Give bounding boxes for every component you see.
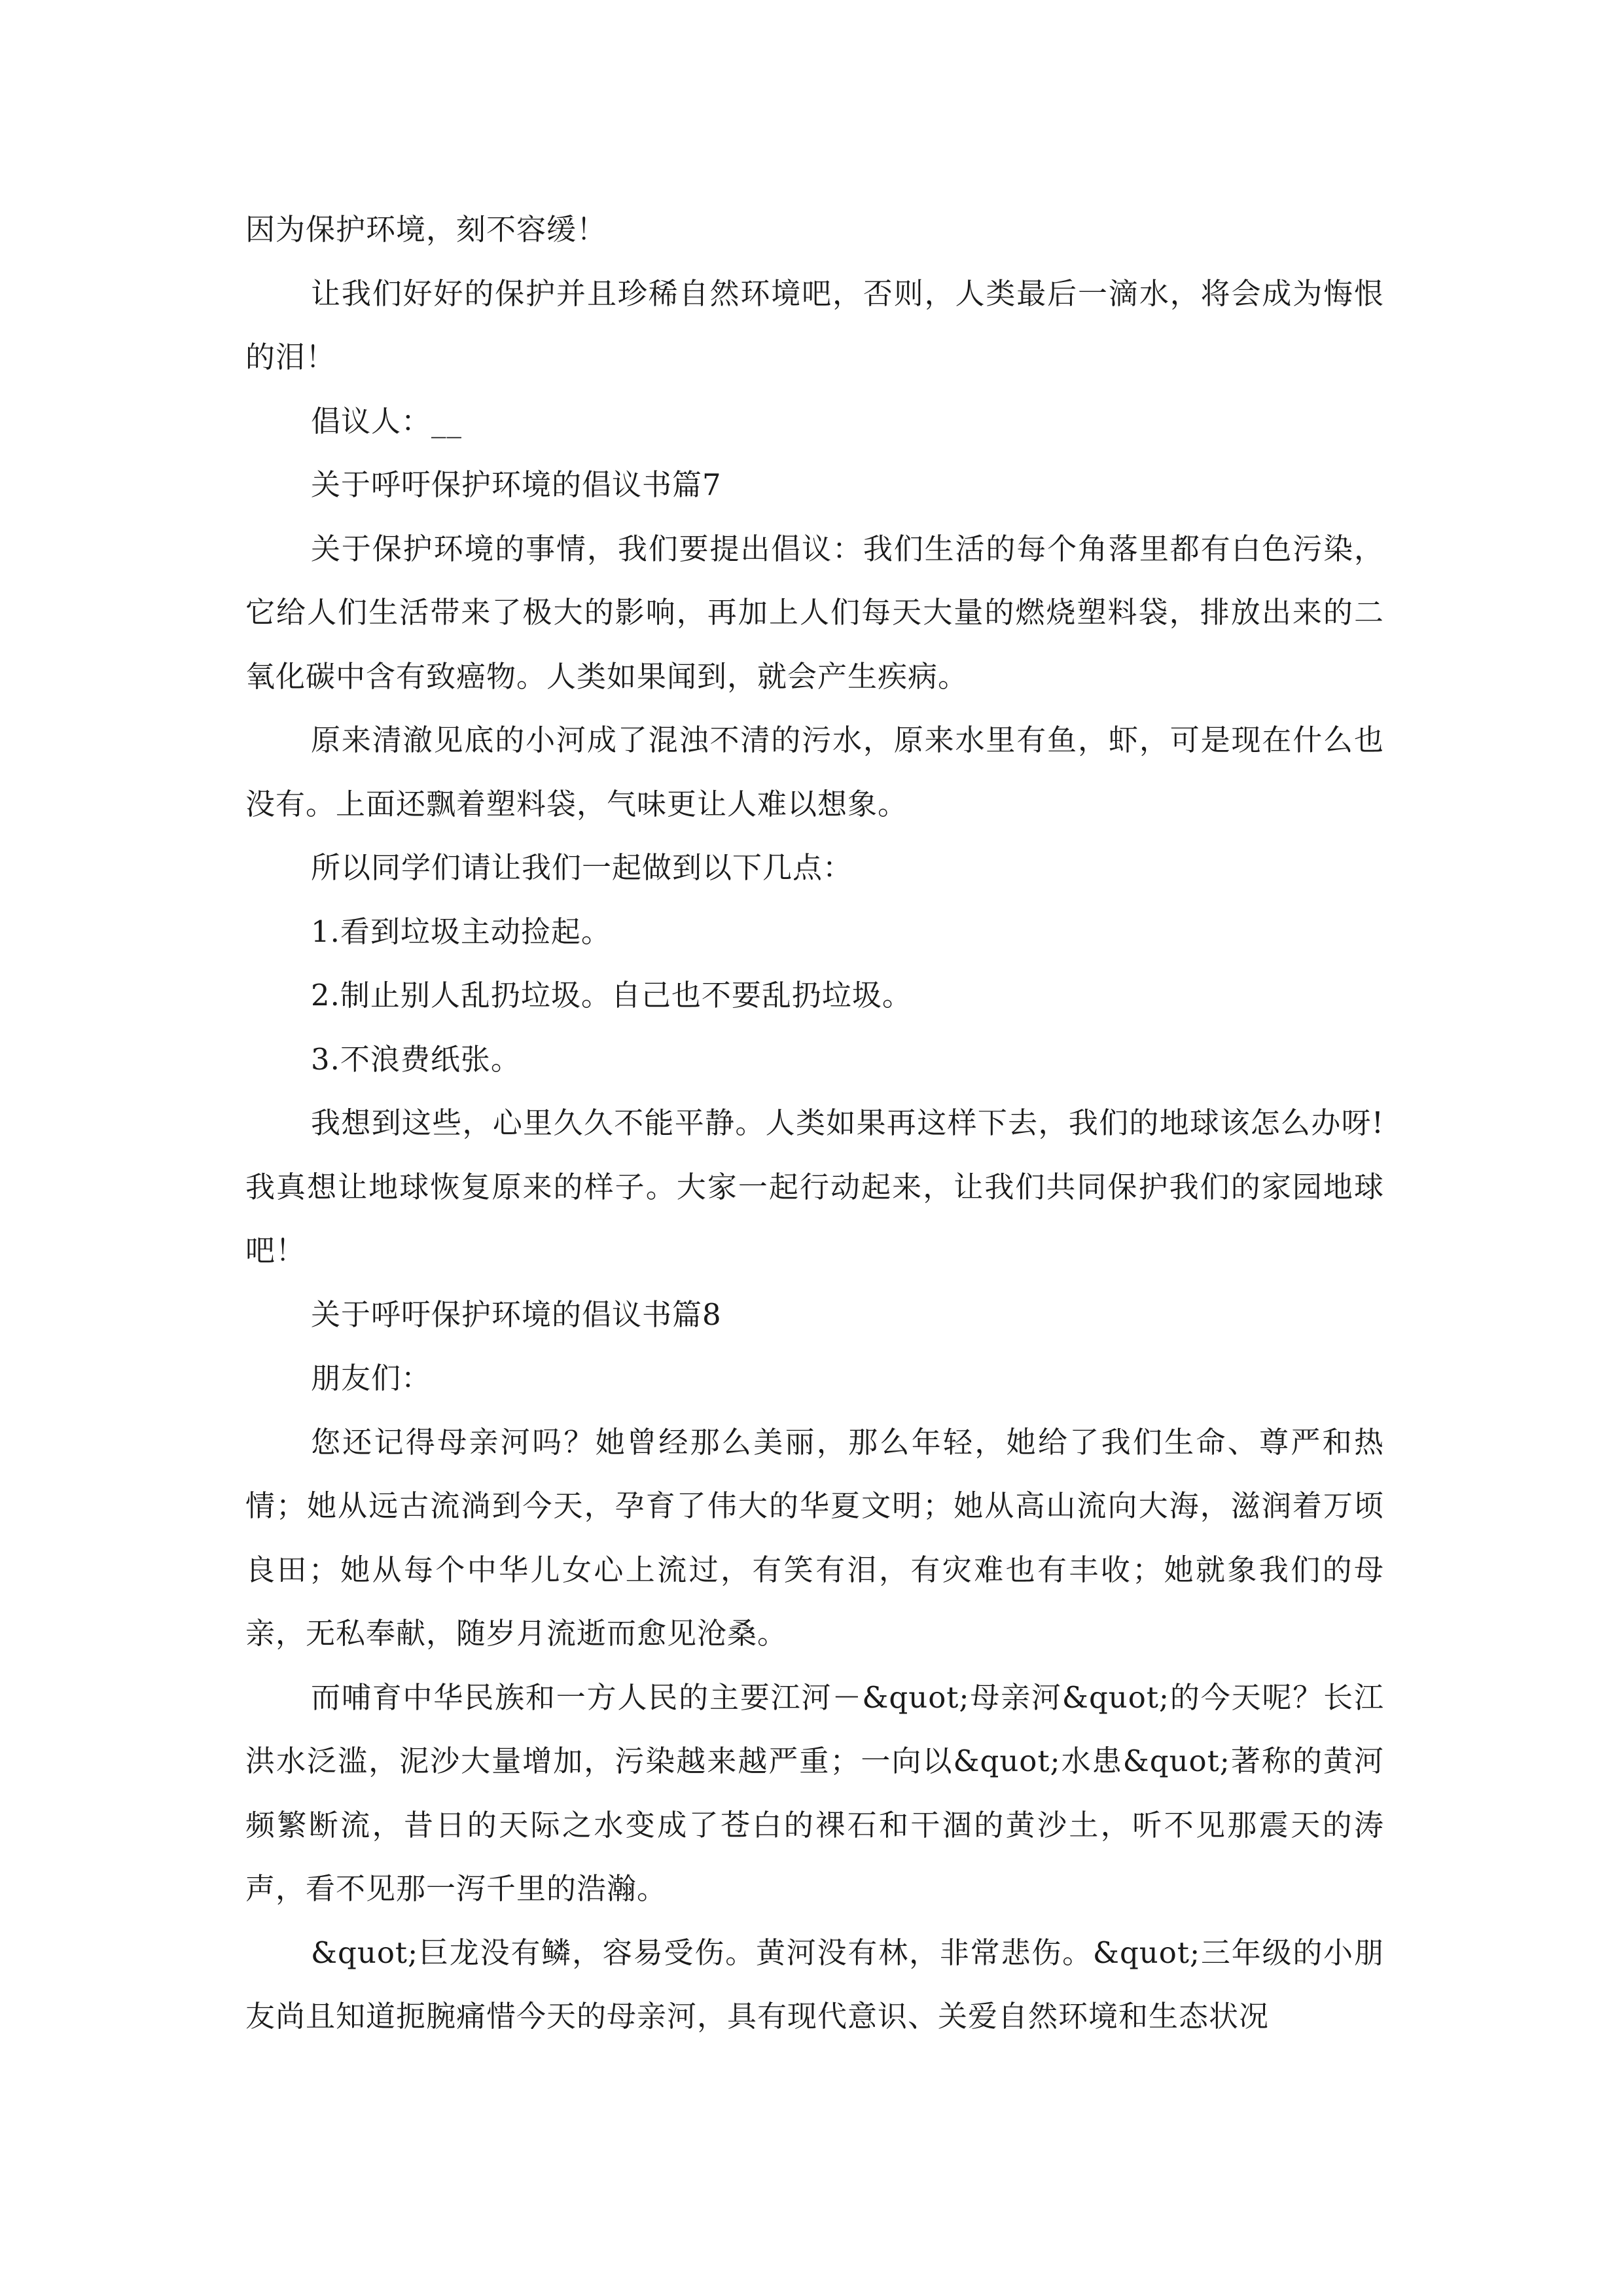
paragraph-salutation: 朋友们： [311, 1361, 432, 1395]
list-item-3: 3.不浪费纸张。 [311, 1041, 521, 1077]
section-heading-7: 关于呼吁保护环境的倡议书篇7 [311, 467, 722, 502]
paragraph-rivers-today: 而哺育中华民族和一方人民的主要江河－&quot;母亲河&quot;的今天呢？长江洪水泛滥，泥沙大量增加，污染越来越严重；一向以&quot;水患&quot;著称的黄河频繁断流，昔日的天际之水变成了苍白的裸石和干涸的黄沙土，听不见那震天的涛声，看不见那一泻千里的浩瀚。 [245, 1679, 1384, 1906]
paragraph-river: 原来清澈见底的小河成了混浊不清的污水，原来水里有鱼，虾，可是现在什么也没有。上面还飘着塑料袋，气味更让人难以想象。 [245, 723, 1384, 821]
paragraph-reflection: 我想到这些，心里久久不能平静。人类如果再这样下去，我们的地球该怎么办呀!我真想让地球恢复原来的样子。大家一起行动起来，让我们共同保护我们的家园地球吧！ [245, 1105, 1384, 1268]
paragraph-closing-line: 因为保护环境，刻不容缓！ [245, 212, 607, 247]
paragraph-signatory: 倡议人：__ [311, 403, 463, 439]
document-body [245, 198, 1384, 2049]
paragraph-quote: &quot;巨龙没有鳞，容易受伤。黄河没有林，非常悲伤。&quot;三年级的小朋友尚且知道扼腕痛惜今天的母亲河，具有现代意识、关爱自然环境和生态状况 [245, 1935, 1384, 2034]
list-item-2: 2.制止别人乱扔垃圾。自己也不要乱扔垃圾。 [311, 978, 912, 1013]
section-heading-8: 关于呼吁保护环境的倡议书篇8 [311, 1297, 722, 1332]
paragraph-mother-river: 您还记得母亲河吗？她曾经那么美丽，那么年轻，她给了我们生命、尊严和热情；她从远古流淌到今天，孕育了伟大的华夏文明；她从高山流向大海，滋润着万顷良田；她从每个中华儿女心上流过，有笑有泪，有灾难也有丰收；她就象我们的母亲，无私奉献，随岁月流逝而愈见沧桑。 [245, 1424, 1384, 1651]
paragraph-white-pollution: 关于保护环境的事情，我们要提出倡议：我们生活的每个角落里都有白色污染，它给人们生活带来了极大的影响，再加上人们每天大量的燃烧塑料袋，排放出来的二氧化碳中含有致癌物。人类如果闻到，就会产生疾病。 [245, 531, 1384, 694]
paragraph-appeal: 让我们好好的保护并且珍稀自然环境吧，否则，人类最后一滴水，将会成为悔恨的泪！ [245, 276, 1384, 374]
paragraph-points-intro: 所以同学们请让我们一起做到以下几点： [311, 850, 853, 885]
list-item-1: 1.看到垃圾主动捡起。 [311, 914, 611, 949]
